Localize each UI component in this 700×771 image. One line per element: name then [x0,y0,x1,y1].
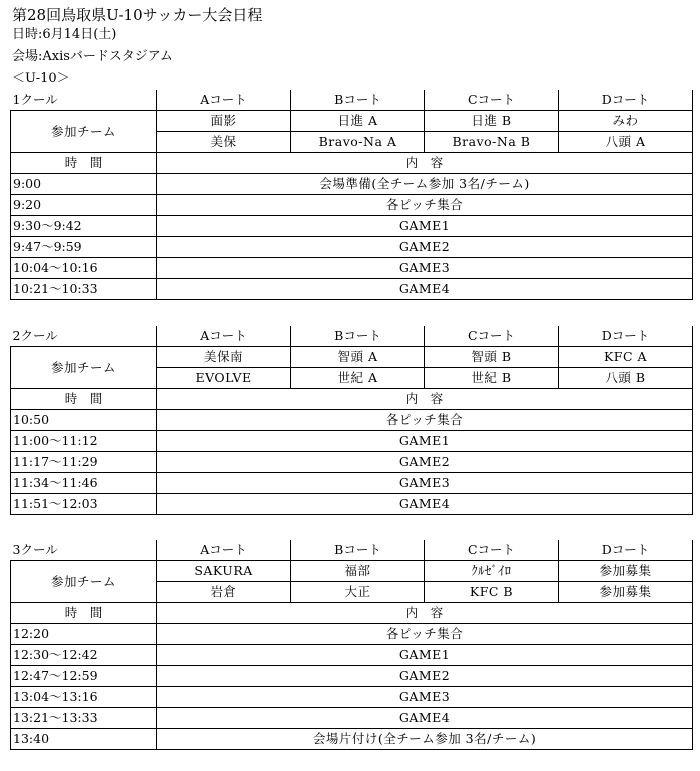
time-cell: 13:40 [11,729,157,750]
team-cell: KFC A [558,347,692,368]
time-cell: 12:20 [11,624,157,645]
content-cell: GAME4 [157,494,693,515]
team-cell: 智頭 B [425,347,559,368]
content-cell: GAME3 [157,258,693,279]
schedule-row [11,666,693,687]
content-cell: 各ピッチ集合 [157,410,693,431]
content-cell: GAME2 [157,666,693,687]
schedule-row [11,494,693,515]
event-venue: 会場:Axisバードスタジアム [12,49,173,64]
time-cell: 13:21～13:33 [11,708,157,729]
team-cell: 日進 B [425,111,559,132]
team-cell: KFC B [425,582,559,603]
team-cell: EVOLVE [157,368,291,389]
schedule-row [11,708,693,729]
schedule-row [11,174,693,195]
content-cell: 会場片付け(全チーム参加 3名/チーム) [157,729,693,750]
content-header: 内 容 [157,153,693,174]
team-cell: 参加募集 [558,561,692,582]
time-cell: 11:34～11:46 [11,473,157,494]
court-header: Cコート [425,326,559,347]
team-cell: 岩倉 [157,582,291,603]
schedule-row [11,687,693,708]
age-category: ＜U-10＞ [12,71,70,86]
time-cell: 12:30～12:42 [11,645,157,666]
court-header-row [11,540,693,561]
event-date: 日時:6月14日(土) [12,27,117,42]
time-cell: 9:00 [11,174,157,195]
team-row [11,111,693,132]
content-cell: 会場準備(全チーム参加 3名/チーム) [157,174,693,195]
schedule-row [11,258,693,279]
team-cell: Bravo-Na A [291,132,425,153]
team-cell: SAKURA [157,561,291,582]
team-row [11,561,693,582]
time-cell: 12:47～12:59 [11,666,157,687]
schedule-row [11,473,693,494]
time-cell: 10:50 [11,410,157,431]
time-cell: 10:21～10:33 [11,279,157,300]
schedule-header-row [11,603,693,624]
schedule-row [11,216,693,237]
court-header: Bコート [291,90,425,111]
time-header: 時 間 [11,389,157,410]
time-cell: 10:04～10:16 [11,258,157,279]
teams-label: 参加チーム [11,111,157,153]
team-cell: 世紀 B [425,368,559,389]
court-header: Dコート [558,90,692,111]
court-header: Aコート [157,326,291,347]
schedule-row [11,195,693,216]
content-cell: 各ピッチ集合 [157,624,693,645]
court-header: Cコート [425,540,559,561]
kur-table [10,326,693,515]
content-header: 内 容 [157,389,693,410]
team-cell: みわ [558,111,692,132]
team-cell: 福部 [291,561,425,582]
kur-table [10,90,693,300]
kur-name: 1クール [11,90,157,111]
schedule-row [11,431,693,452]
schedule-row [11,237,693,258]
time-header: 時 間 [11,153,157,174]
time-cell: 9:30～9:42 [11,216,157,237]
team-cell: Bravo-Na B [425,132,559,153]
schedule-row [11,729,693,750]
team-cell: 日進 A [291,111,425,132]
schedule-row [11,452,693,473]
schedule-row [11,624,693,645]
court-header: Dコート [558,540,692,561]
team-cell: 八頭 B [558,368,692,389]
team-row [11,347,693,368]
team-cell: 智頭 A [291,347,425,368]
teams-label: 参加チーム [11,347,157,389]
team-cell: 大正 [291,582,425,603]
content-cell: GAME4 [157,708,693,729]
team-cell: 参加募集 [558,582,692,603]
content-cell: GAME4 [157,279,693,300]
team-cell: 世紀 A [291,368,425,389]
team-cell: 美保南 [157,347,291,368]
content-cell: GAME1 [157,645,693,666]
content-cell: GAME1 [157,431,693,452]
teams-label: 参加チーム [11,561,157,603]
court-header: Cコート [425,90,559,111]
team-cell: 面影 [157,111,291,132]
court-header-row [11,90,693,111]
time-header: 時 間 [11,603,157,624]
time-cell: 11:17～11:29 [11,452,157,473]
court-header: Bコート [291,326,425,347]
court-header-row [11,326,693,347]
team-cell: 八頭 A [558,132,692,153]
court-header: Dコート [558,326,692,347]
team-cell: 美保 [157,132,291,153]
content-cell: GAME3 [157,473,693,494]
content-cell: GAME1 [157,216,693,237]
time-cell: 9:20 [11,195,157,216]
schedule-row [11,645,693,666]
kur-name: 3クール [11,540,157,561]
court-header: Aコート [157,90,291,111]
content-cell: GAME3 [157,687,693,708]
content-header: 内 容 [157,603,693,624]
page-title: 第28回鳥取県U-10サッカー大会日程 [12,6,263,24]
schedule-header-row [11,153,693,174]
kur-name: 2クール [11,326,157,347]
time-cell: 11:00～11:12 [11,431,157,452]
court-header: Aコート [157,540,291,561]
schedule-row [11,279,693,300]
time-cell: 13:04～13:16 [11,687,157,708]
content-cell: GAME2 [157,452,693,473]
kur-table [10,540,693,750]
content-cell: 各ピッチ集合 [157,195,693,216]
court-header: Bコート [291,540,425,561]
schedule-row [11,410,693,431]
time-cell: 11:51～12:03 [11,494,157,515]
content-cell: GAME2 [157,237,693,258]
time-cell: 9:47～9:59 [11,237,157,258]
team-cell: ｸﾙｾﾞｲﾛ [425,561,559,582]
schedule-header-row [11,389,693,410]
